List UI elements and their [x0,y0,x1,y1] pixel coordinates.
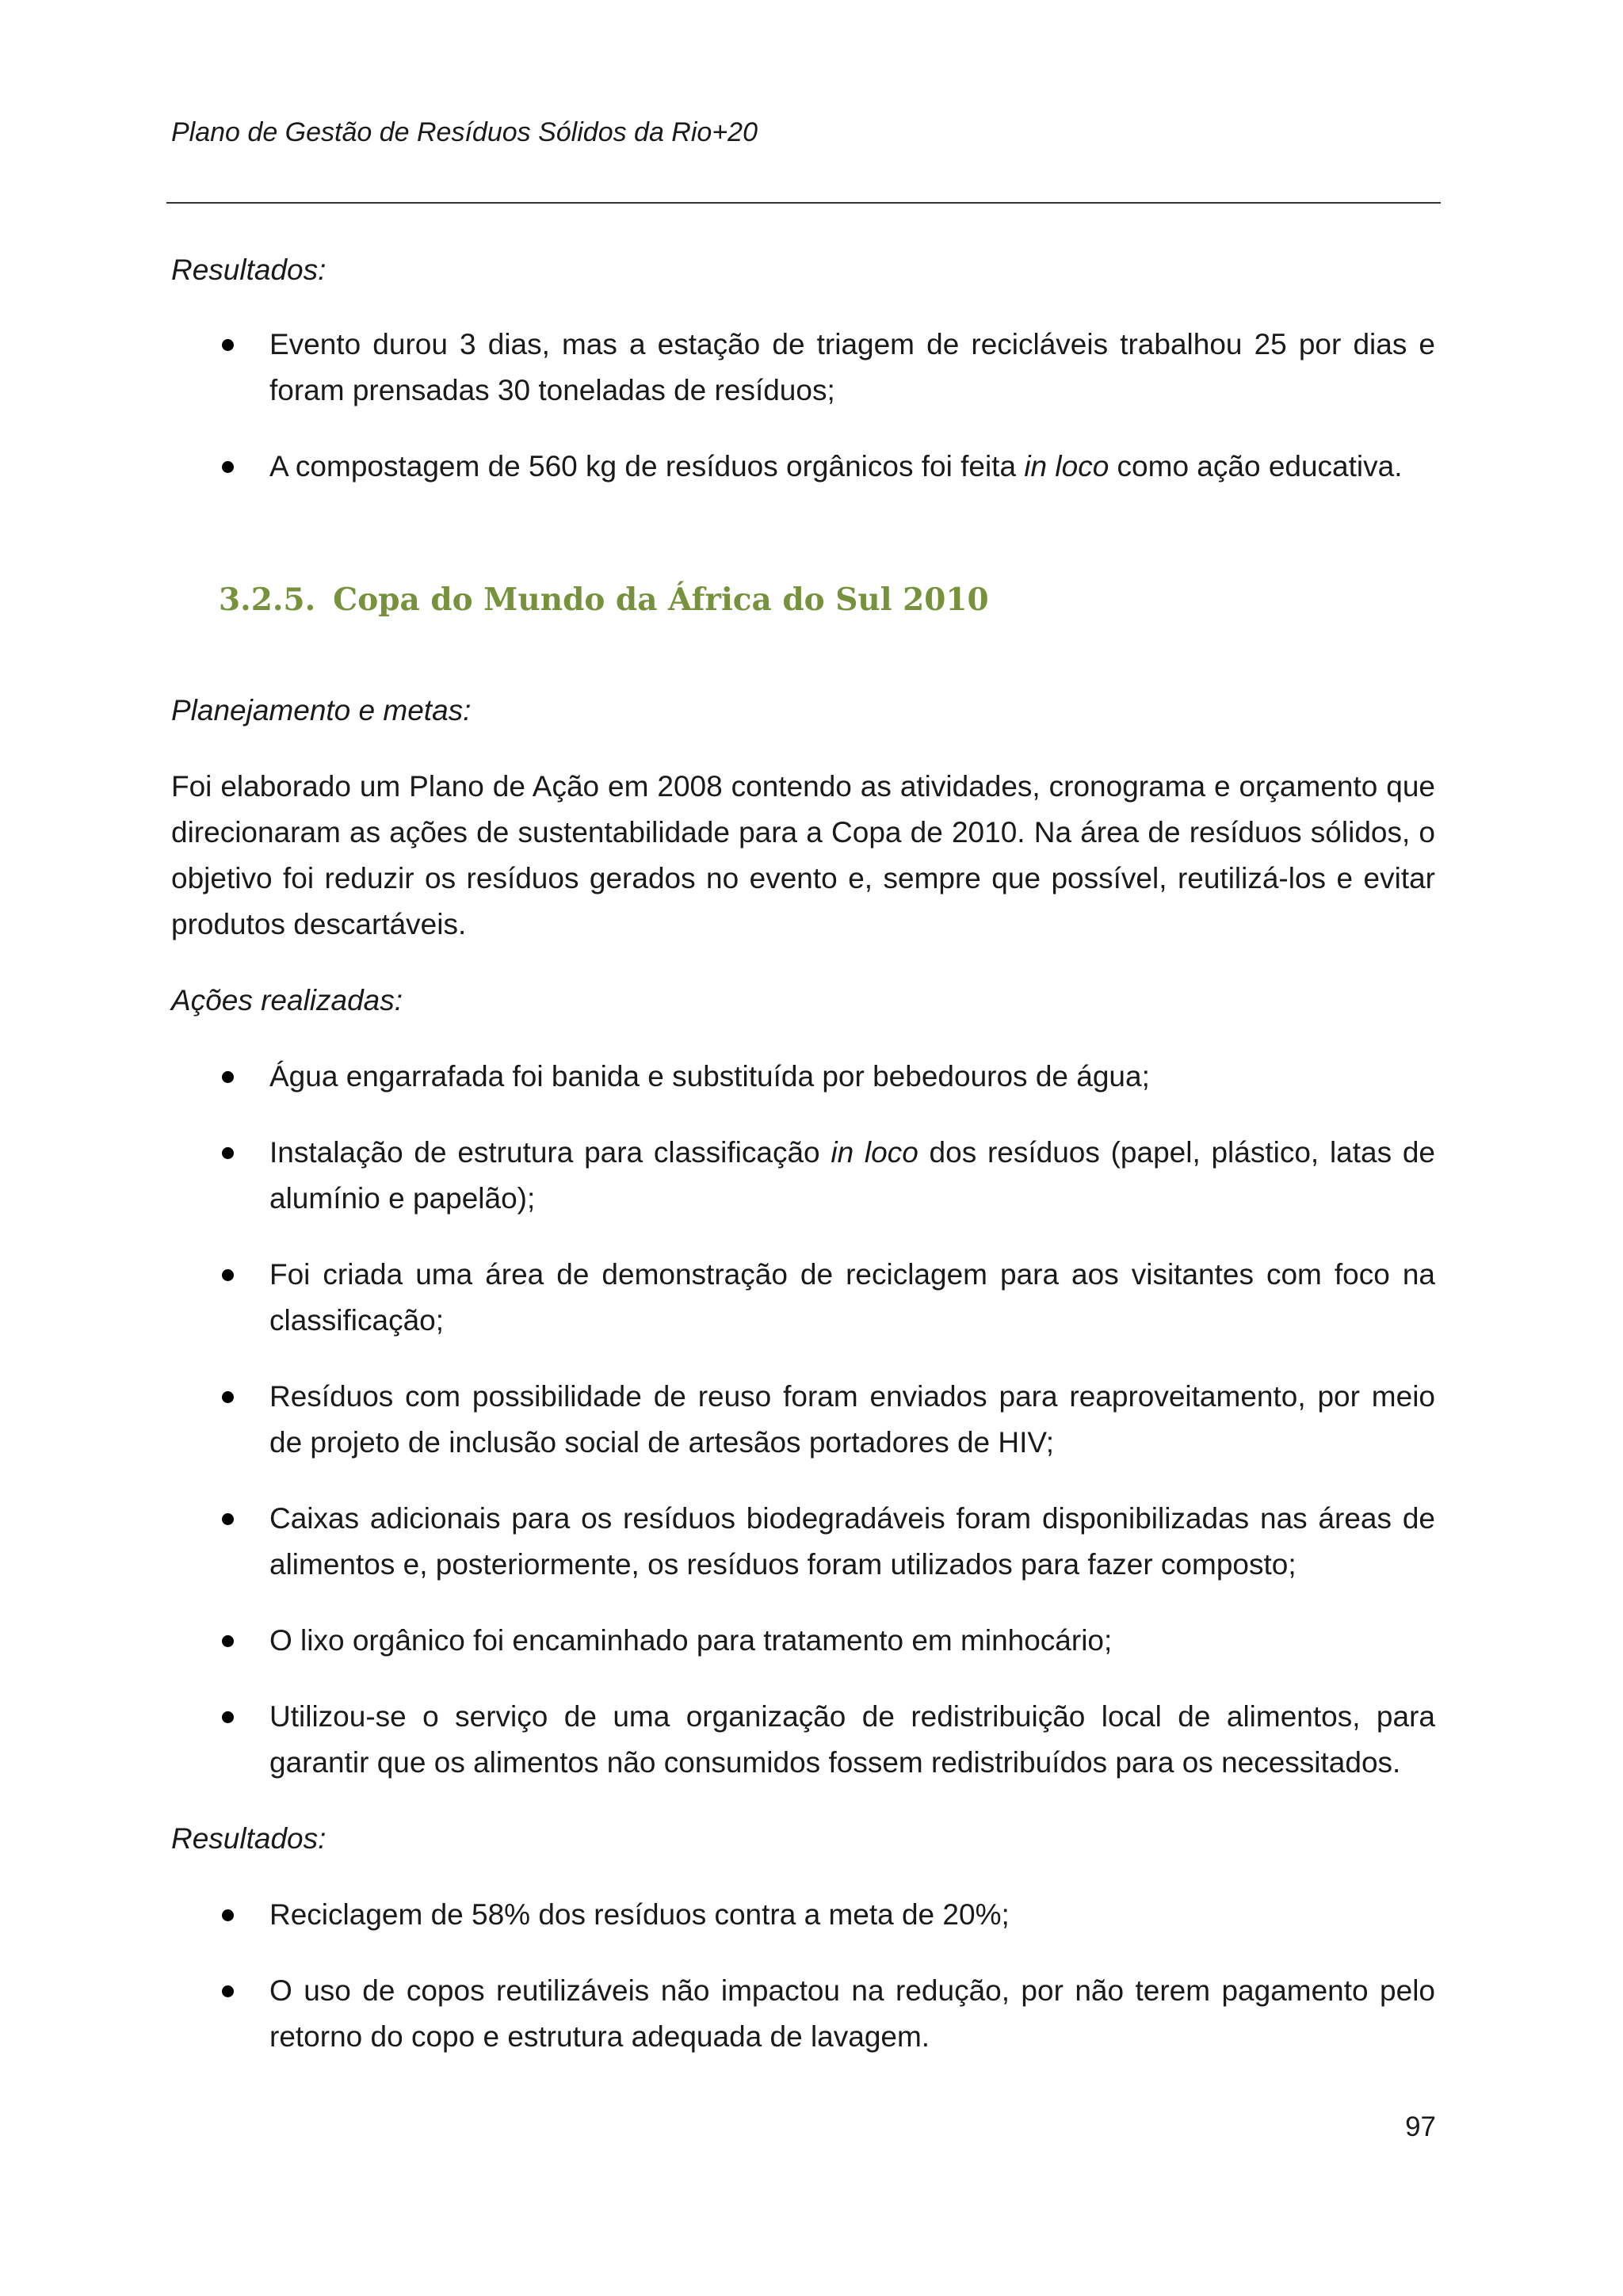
header-divider [166,202,1441,204]
results-label: Resultados: [171,1822,327,1855]
bullet-icon [222,1985,234,1997]
bullet-icon [222,339,234,351]
bullet-icon [222,1635,234,1647]
list-item [171,1374,1435,1466]
list-item [171,1892,1435,1938]
bullet-icon [222,1909,234,1921]
bullet-icon [222,1147,234,1159]
section-heading [171,577,1435,623]
list-item-text: Utilizou-se o serviço de uma organização de redistribuição local de alimentos, para garantir que os alimentos não consumidos fossem redistribuídos para os necessitados. [269,1700,1435,1779]
list-item-italic: in loco [1024,450,1109,482]
planning-paragraph: Foi elaborado um Plano de Ação em 2008 contendo as atividades, cronograma e orçamento que direcionaram as ações de sustentabilidade para a Copa de 2010. Na área de resíduos sólidos, o objetivo foi reduzir os resíduos gerados no evento e, sempre que possível, reutilizá-los e evitar produtos descartáveis. [171,770,1435,940]
list-item-text-before: Instalação de estrutura para classificação [269,1136,831,1169]
section-number: 3.2.5. [219,582,316,618]
planning-label: Planejamento e metas: [171,694,472,727]
actions-list [171,1054,1435,1786]
list-item-text: Resíduos com possibilidade de reuso foram enviados para reaproveitamento, por meio de projeto de inclusão social de artesãos portadores de HIV; [269,1380,1435,1459]
page-number: 97 [1405,2111,1436,2142]
list-item-text-after: dos resíduos (papel, plástico, latas de alumínio e papelão); [269,1136,1436,1215]
list-item-text: Água engarrafada foi banida e substituída por bebedouros de água; [269,1060,1150,1093]
list-item-text: Evento durou 3 dias, mas a estação de triagem de recicláveis trabalhou 25 por dias e foram prensadas 30 toneladas de resíduos; [269,328,1435,406]
list-item-italic: in loco [831,1136,918,1169]
list-item [171,1968,1435,2060]
list-item [171,444,1435,490]
results-label: Resultados: [171,254,327,286]
list-item [171,1496,1435,1588]
results-list [171,1892,1435,2060]
bullet-icon [222,1391,234,1403]
bullet-icon [222,1071,234,1083]
list-item-text: Foi criada uma área de demonstração de reciclagem para aos visitantes com foco na classificação; [269,1258,1435,1337]
running-header: Plano de Gestão de Resíduos Sólidos da Rio+20 [171,117,758,147]
actions-label: Ações realizadas: [171,984,403,1016]
list-item-text: Caixas adicionais para os resíduos biodegradáveis foram disponibilizadas nas áreas de alimentos e, posteriormente, os resíduos foram utilizados para fazer composto; [269,1502,1435,1581]
bullet-icon [222,1269,234,1281]
bullet-icon [222,461,234,473]
list-item [171,1252,1435,1344]
bullet-icon [222,1513,234,1525]
section-title: Copa do Mundo da África do Sul 2010 [333,582,989,618]
list-item-text: O uso de copos reutilizáveis não impactou na redução, por não terem pagamento pelo retorno do copo e estrutura adequada de lavagem. [269,1974,1435,2053]
list-item [171,1694,1435,1786]
list-item-text: Reciclagem de 58% dos resíduos contra a meta de 20%; [269,1898,1010,1931]
list-item-text-before: A compostagem de 560 kg de resíduos orgânicos foi feita [269,450,1025,482]
list-item [171,1618,1435,1664]
list-item-text-after: como ação educativa. [1109,450,1403,482]
results-list [171,322,1435,490]
list-item [171,1130,1435,1222]
list-item-text: O lixo orgânico foi encaminhado para tratamento em minhocário; [269,1624,1113,1657]
list-item [171,322,1435,414]
list-item [171,1054,1435,1100]
page-content [171,247,1435,2060]
bullet-icon [222,1711,234,1723]
